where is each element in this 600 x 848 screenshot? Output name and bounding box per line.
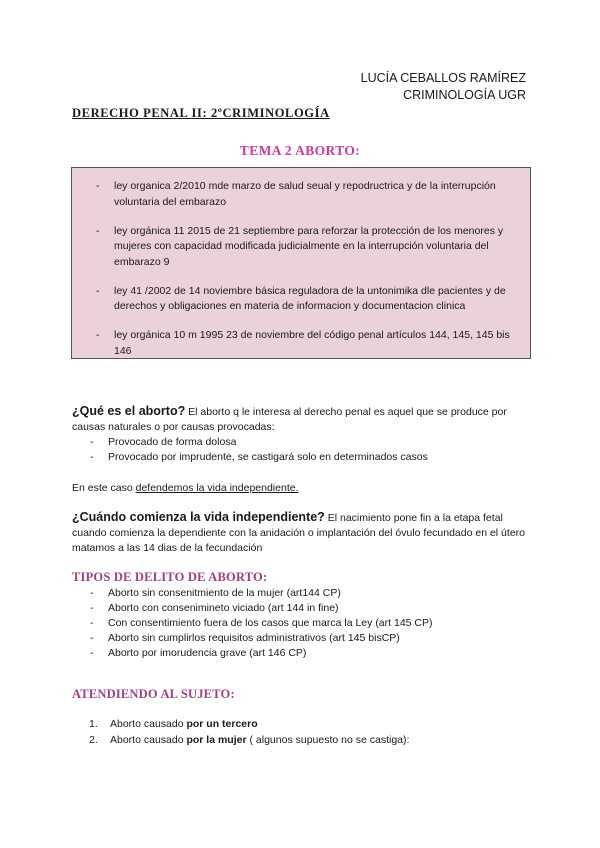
types-list (72, 586, 532, 661)
defend-underlined: defendemos la vida independiente. (135, 482, 299, 494)
law-item: - ley orgánica 11 2015 de 21 septiembre para reforzar la protección de los menores y mujeres con capacidad modificada judicialmente en la interrupción voluntaria del embarazo 9 (96, 224, 504, 268)
author-block (361, 70, 526, 104)
topic-title: TEMA 2 ABORTO: (239, 143, 361, 158)
list-item: - Aborto por imorudencia grave (art 146 CP) (90, 647, 307, 659)
what-is-paragraph: ¿Qué es el aborto? El aborto q le interesa al derecho penal es aquel que se produce por causas naturales o por causas provocadas: (72, 404, 507, 433)
list-item: - Aborto sin cumplirlos requisitos administrativos (art 145 bisCP) (90, 632, 400, 644)
types-section (72, 570, 532, 661)
when-question: ¿Cuándo comienza la vida independiente? (72, 510, 325, 524)
list-item: 2. Aborto causado por la mujer ( algunos supuesto no se castiga): (89, 733, 410, 746)
what-is-question: ¿Qué es el aborto? (72, 404, 186, 418)
law-item: - ley orgánica 10 m 1995 23 de noviembre del código penal artículos 144, 145, 145 bis 146 (96, 329, 510, 357)
subject-heading: ATENDIENDO AL SUJETO: (72, 687, 235, 701)
laws-box (71, 167, 531, 359)
list-item: - Aborto sin consenitmiento de la mujer (art144 CP) (90, 587, 341, 599)
list-item: - Con consentimiento fuera de los casos que marca la Ley (art 145 CP) (90, 617, 433, 629)
author-name: LUCÍA CEBALLOS RAMÍREZ (360, 71, 526, 85)
course-title: DERECHO PENAL II: 2ºCRIMINOLOGÍA (72, 106, 330, 120)
defend-line: En este caso defendemos la vida independiente. (72, 482, 299, 494)
list-item: - Provocado de forma dolosa (90, 436, 237, 448)
subject-list (72, 717, 532, 748)
law-item: - ley organica 2/2010 mde marzo de salud seual y repodructrica y de la interrupción voluntaria del embarazo (96, 180, 496, 208)
laws-list (72, 179, 520, 359)
list-item: - Aborto con consenimineto viciado (art 144 in fine) (90, 602, 339, 614)
subject-section (72, 717, 532, 748)
when-paragraph: ¿Cuándo comienza la vida independiente? El nacimiento pone fin a la etapa fetal cuando comienza la dependiente con la anidación o implantación del óvulo fecundado en el útero matamos a las 14 dias de la fecundación (72, 510, 525, 554)
law-item: - ley 41 /2002 de 14 noviembre básica reguladora de la untonimika dle pacientes y de derechos y obligaciones en materia de informacion y documentacion clinica (96, 284, 506, 312)
list-item: - Provocado por imprudente, se castigará solo en determinados casos (90, 451, 428, 463)
what-is-section (72, 404, 532, 465)
what-is-list (72, 435, 532, 465)
list-item: 1. Aborto causado por un tercero (89, 718, 258, 730)
program-name: CRIMINOLOGÍA UGR (403, 88, 526, 102)
types-heading: TIPOS DE DELITO DE ABORTO: (72, 570, 268, 584)
